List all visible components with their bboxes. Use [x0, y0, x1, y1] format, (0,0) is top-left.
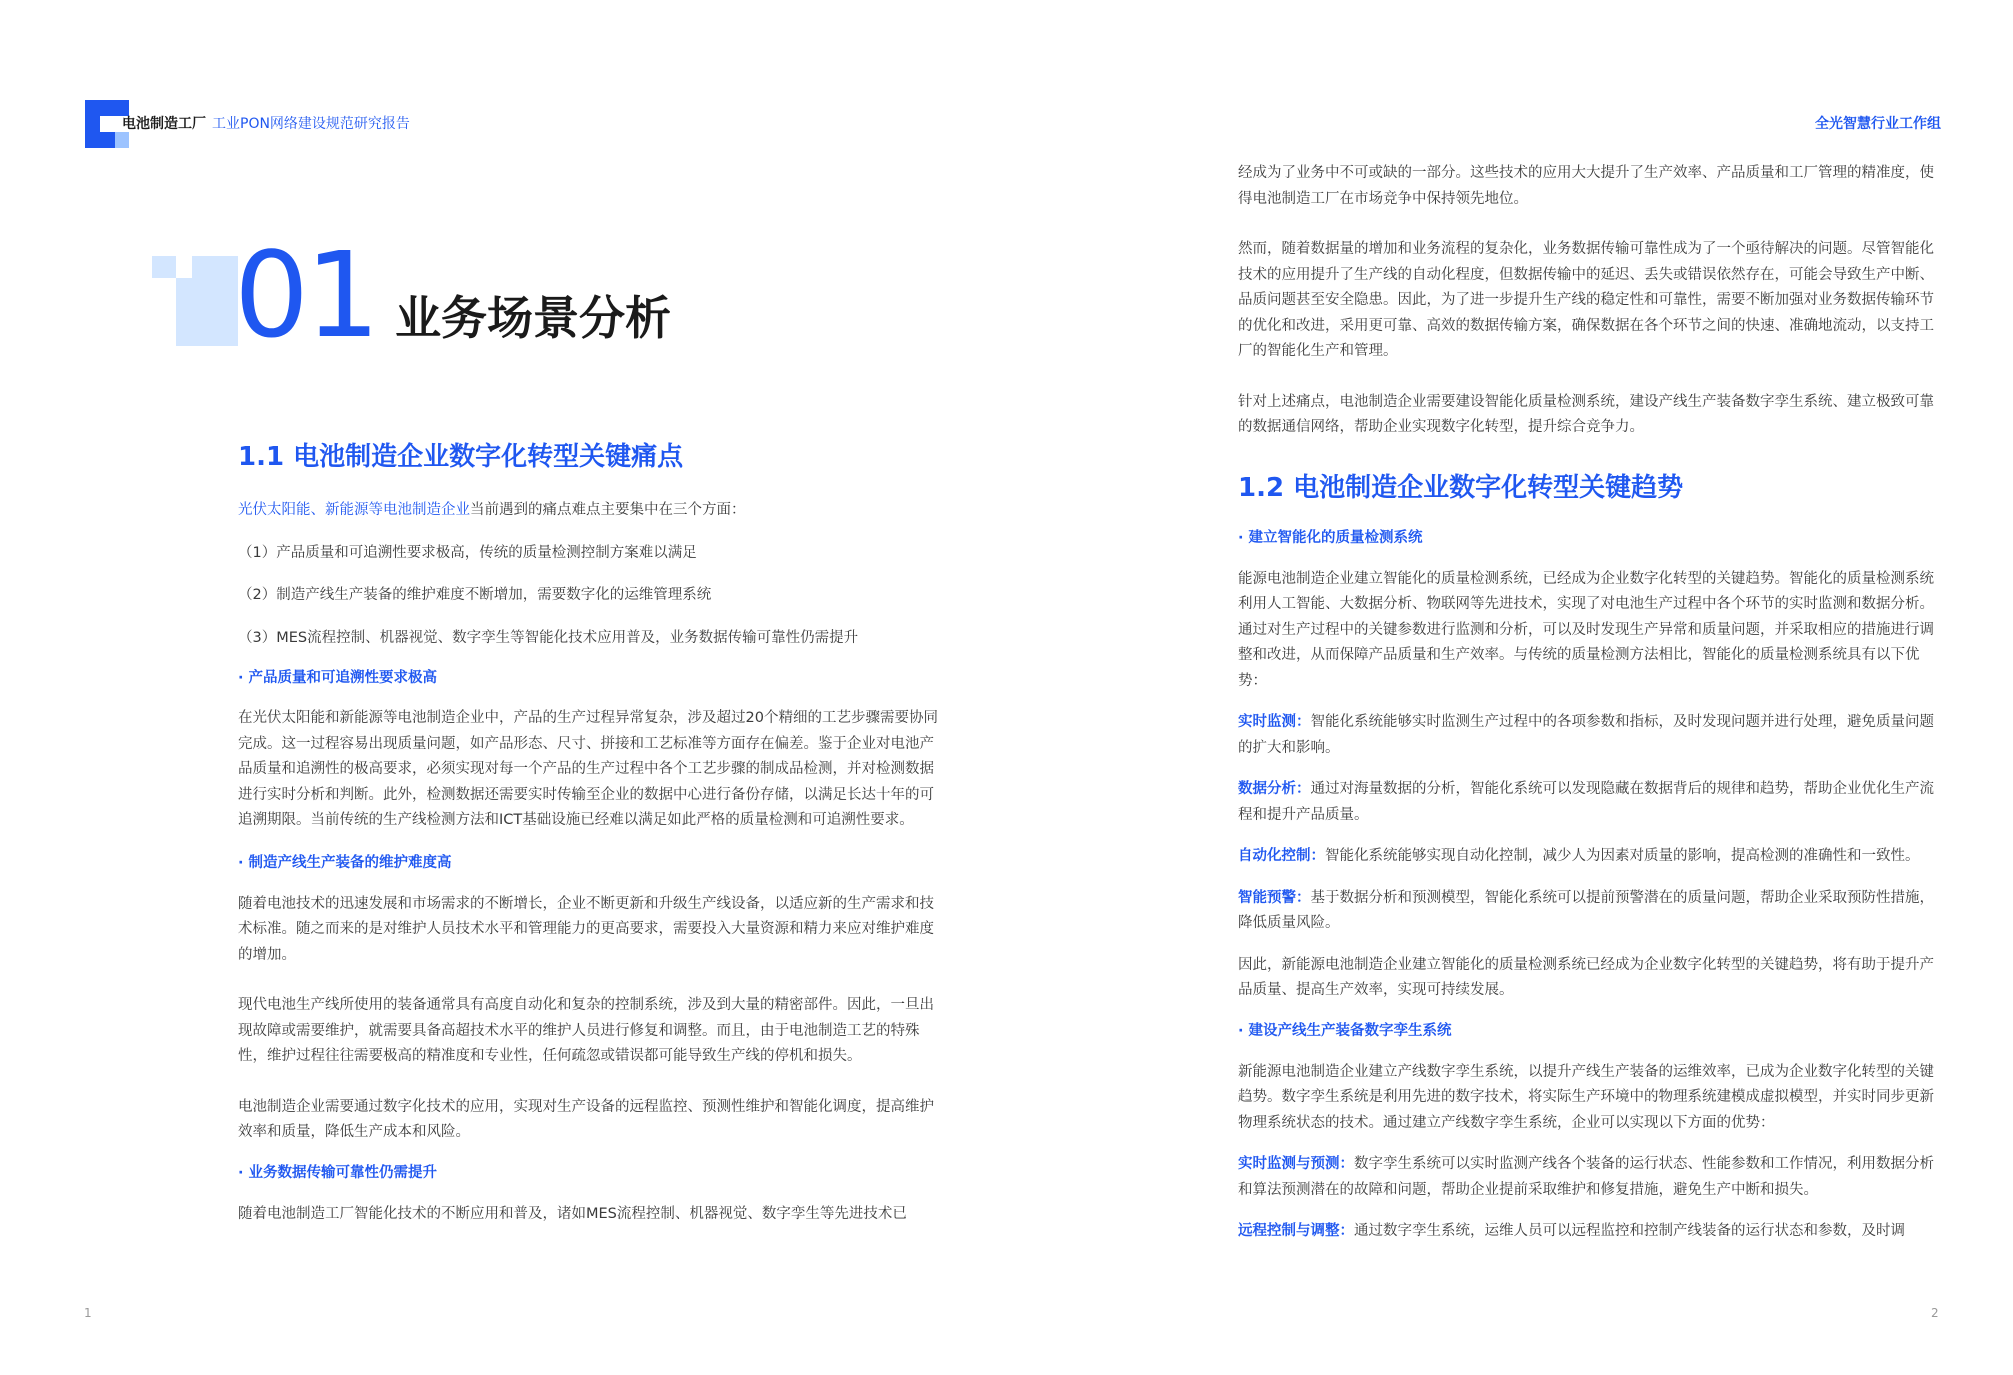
paragraph-maintenance-3: 电池制造企业需要通过数字化技术的应用，实现对生产设备的远程监控、预测性维护和智能化调度，提高维护效率和质量，降低生产成本和风险。 [238, 1098, 934, 1140]
advantage-item [1238, 1219, 1944, 1245]
decor-square [176, 296, 238, 346]
decor-square [176, 278, 192, 296]
section-heading-1-2: 1.2 电池制造企业数字化转型关键趋势 [1238, 472, 1684, 503]
paragraph-summary: 针对上述痛点，电池制造企业需要建设智能化质量检测系统，建设产线生产装备数字孪生系统、建立极致可靠的数据通信网络，帮助企业实现数字化转型，提升综合竞争力。 [1238, 393, 1934, 435]
subheading-quality-system: · 建立智能化的质量检测系统 [1238, 529, 1423, 546]
intro-rest: 当前遇到的痛点难点主要集中在三个方面： [470, 502, 746, 518]
chapter-title: 业务场景分析 [395, 291, 671, 345]
advantage-text: 智能化系统能够实时监测生产过程中的各项参数和指标，及时发现问题并进行处理，避免质量问题的扩大和影响。 [1238, 714, 1934, 756]
report-logo-mark-bottom [115, 132, 129, 148]
advantage-text: 通过对海量数据的分析，智能化系统可以发现隐藏在数据背后的规律和趋势，帮助企业优化生产流程和提升产品质量。 [1238, 781, 1934, 823]
left-column [238, 440, 944, 1227]
header-report-title [122, 114, 410, 134]
intro-highlight: 光伏太阳能、新能源等电池制造企业 [238, 502, 470, 518]
advantage-text: 通过数字孪生系统，运维人员可以远程监控和控制产线装备的运行状态和参数，及时调 [1354, 1223, 1905, 1239]
paragraph-data-reliability-cont: 经成为了业务中不可或缺的一部分。这些技术的应用大大提升了生产效率、产品质量和工厂管理的精准度，使得电池制造工厂在市场竞争中保持领先地位。 [1238, 165, 1934, 207]
subheading-digital-twin: · 建设产线生产装备数字孪生系统 [1238, 1022, 1452, 1039]
advantage-text: 基于数据分析和预测模型，智能化系统可以提前预警潜在的质量问题，帮助企业采取预防性措施，降低质量风险。 [1238, 889, 1934, 931]
paragraph-conclusion: 因此，新能源电池制造企业建立智能化的质量检测系统已经成为企业数字化转型的关键趋势，将有助于提升产品质量、提高生产效率，实现可持续发展。 [1238, 956, 1934, 998]
subheading-data-reliability: · 业务数据传输可靠性仍需提升 [238, 1164, 438, 1181]
advantage-label: 数据分析： [1238, 781, 1311, 797]
section-heading-1-1: 1.1 电池制造企业数字化转型关键痛点 [238, 442, 684, 472]
advantage-label: 实时监测与预测： [1238, 1156, 1354, 1172]
subheading-maintenance: · 制造产线生产装备的维护难度高 [238, 854, 452, 871]
advantage-item [1238, 1152, 1944, 1203]
advantage-item [1238, 844, 1944, 870]
right-column [1238, 161, 1944, 1245]
header-org: 全光智慧行业工作组 [1815, 116, 1941, 132]
pain-point-3: （3）MES流程控制、机器视觉、数字孪生等智能化技术应用普及，业务数据传输可靠性仍需提升 [238, 629, 859, 646]
paragraph-maintenance-1: 随着电池技术的迅速发展和市场需求的不断增长，企业不断更新和升级生产线设备，以适应新的生产需求和技术标准。随之而来的是对维护人员技术水平和管理能力的更高要求，需要投入大量资源和精力来应对维护难度的增加。 [238, 895, 934, 963]
page-number-right: 2 [1931, 1306, 1939, 1320]
subheading-quality: · 产品质量和可追溯性要求极高 [238, 670, 438, 686]
paragraph-quality-system: 能源电池制造企业建立智能化的质量检测系统，已经成为企业数字化转型的关键趋势。智能化的质量检测系统利用人工智能、大数据分析、物联网等先进技术，实现了对电池生产过程中各个环节的实时监测和数据分析。通过对生产过程中的关键参数进行监测和分析，可以及时发现生产异常和质量问题，并采取相应的措施进行调整和改进，从而保障产品质量和生产效率。与传统的质量检测方法相比，智能化的质量检测系统具有以下优势： [1238, 570, 1934, 689]
paragraph-maintenance-2: 现代电池生产线所使用的装备通常具有高度自动化和复杂的控制系统，涉及到大量的精密部件。因此，一旦出现故障或需要维护，就需要具备高超技术水平的维护人员进行修复和调整。而且，由于电池制造工艺的特殊性，维护过程往往需要极高的精准度和专业性，任何疏忽或错误都可能导致生产线的停机和损失。 [238, 997, 934, 1064]
paragraph-transmission-issue: 然而，随着数据量的增加和业务流程的复杂化，业务数据传输可靠性成为了一个亟待解决的问题。尽管智能化技术的应用提升了生产线的自动化程度，但数据传输中的延迟、丢失或错误依然存在，可能会导致生产中断、品质问题甚至安全隐患。因此，为了进一步提升生产线的稳定性和可靠性，需要不断加强对业务数据传输环节的优化和改进，采用更可靠、高效的数据传输方案，确保数据在各个环节之间的快速、准确地流动，以支持工厂的智能化生产和管理。 [1238, 241, 1934, 359]
advantage-text: 数字孪生系统可以实时监测产线各个装备的运行状态、性能参数和工作情况，利用数据分析和算法预测潜在的故障和问题，帮助企业提前采取维护和修复措施，避免生产中断和损失。 [1238, 1156, 1934, 1198]
intro-paragraph [238, 498, 944, 524]
advantage-text: 智能化系统能够实现自动化控制，减少人为因素对质量的影响，提高检测的准确性和一致性。 [1325, 848, 1920, 864]
advantage-label: 实时监测： [1238, 714, 1311, 730]
decor-square [192, 256, 238, 296]
advantage-label: 智能预警： [1238, 889, 1311, 906]
advantage-label: 远程控制与调整： [1238, 1223, 1354, 1239]
advantage-item [1238, 777, 1944, 828]
header-title: 工业PON网络建设规范研究报告 [212, 116, 410, 132]
advantage-label: 自动化控制： [1238, 848, 1325, 864]
advantage-item [1238, 886, 1944, 937]
pain-point-2: （2）制造产线生产装备的维护难度不断增加，需要数字化的运维管理系统 [238, 587, 712, 603]
pain-point-1: （1）产品质量和可追溯性要求极高，传统的质量检测控制方案难以满足 [238, 544, 697, 561]
decor-square [152, 256, 176, 278]
advantage-item [1238, 710, 1944, 761]
paragraph-data-reliability: 随着电池制造工厂智能化技术的不断应用和普及，诸如MES流程控制、机器视觉、数字孪生等先进技术已 [238, 1205, 907, 1222]
paragraph-quality: 在光伏太阳能和新能源等电池制造企业中，产品的生产过程异常复杂，涉及超过20个精细的工艺步骤需要协同完成。这一过程容易出现质量问题，如产品形态、尺寸、拼接和工艺标准等方面存在偏差。鉴于企业对电池产品质量和追溯性的极高要求，必须实现对每一个产品的生产过程中各个工艺步骤的制成品检测，并对检测数据进行实时分析和判断。此外，检测数据还需要实时传输至企业的数据中心进行备份存储，以满足长达十年的可追溯期限。当前传统的生产线检测方法和ICT基础设施已经难以满足如此严格的质量检测和可追溯性要求。 [238, 710, 938, 828]
chapter-number: 01 [234, 226, 377, 364]
page-number-left: 1 [84, 1306, 92, 1320]
header-brand: 电池制造工厂 [122, 116, 206, 132]
paragraph-digital-twin: 新能源电池制造企业建立产线数字孪生系统，以提升产线生产装备的运维效率，已成为企业数字化转型的关键趋势。数字孪生系统是利用先进的数字技术，将实际生产环境中的物理系统建模成虚拟模型，并实时同步更新物理系统状态的技术。通过建立产线数字孪生系统，企业可以实现以下方面的优势： [1238, 1063, 1934, 1131]
